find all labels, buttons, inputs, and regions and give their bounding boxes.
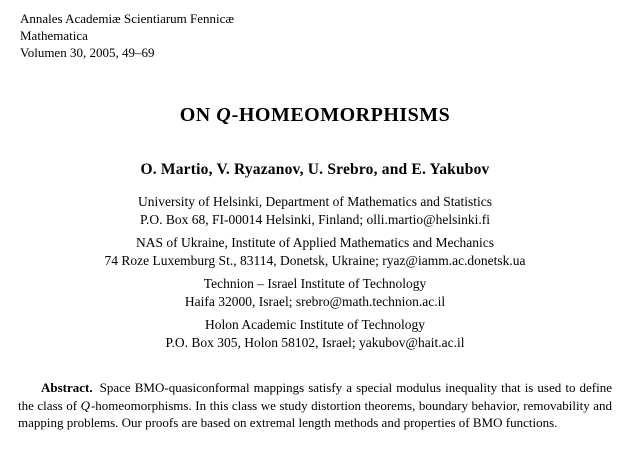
journal-volume-pages: Volumen 30, 2005, 49–69 [20, 45, 155, 60]
affiliation-address-email: Haifa 32000, Israel; srebro@math.technion.ac.il [184, 293, 446, 309]
affiliation-institution: Technion – Israel Institute of Technology [203, 276, 427, 291]
affiliation-address-email: 74 Roze Luxemburg St., 83114, Donetsk, Ukraine; ryaz@iamm.ac.donetsk.ua [104, 252, 526, 268]
affiliation-helsinki [0, 193, 630, 228]
affiliation-institution: University of Helsinki, Department of Mathematics and Statistics [138, 194, 492, 209]
abstract-label: Abstract. [41, 380, 93, 395]
paper-title [0, 103, 630, 127]
abstract-text-after-q: -homeomorphisms. In this class we study distortion theorems, boundary behavior, removability and mapping problems. Our proofs are based on extremal length methods and properties of BMO functions. [18, 397, 612, 430]
abstract-text-before-q: Space BMO-quasiconformal mappings satisfy a special modulus inequality that is used to define the class of [18, 380, 612, 413]
journal-series: Mathematica [20, 28, 88, 43]
title-suffix: -HOMEOMORPHISMS [231, 104, 451, 126]
affiliation-address-email: P.O. Box 68, FI-00014 Helsinki, Finland; olli.martio@helsinki.fi [140, 211, 490, 227]
affiliation-holon [0, 316, 630, 351]
affiliation-institution: Holon Academic Institute of Technology [204, 317, 425, 332]
title-q-symbol: Q [216, 104, 231, 126]
affiliation-technion [0, 275, 630, 310]
affiliation-institution: NAS of Ukraine, Institute of Applied Mathematics and Mechanics [135, 235, 495, 250]
affiliation-nas-ukraine [0, 234, 630, 269]
affiliations-section [0, 193, 630, 351]
journal-name: Annales Academiæ Scientiarum Fennicæ [20, 11, 235, 26]
affiliation-address-email: P.O. Box 305, Holon 58102, Israel; yakubov@hait.ac.il [165, 334, 465, 350]
journal-header [20, 10, 630, 61]
abstract-paragraph [18, 379, 612, 432]
authors-line: O. Martio, V. Ryazanov, U. Srebro, and E. Yakubov [140, 161, 490, 178]
abstract-q-symbol: Q [80, 397, 90, 413]
title-prefix: ON [179, 104, 217, 126]
